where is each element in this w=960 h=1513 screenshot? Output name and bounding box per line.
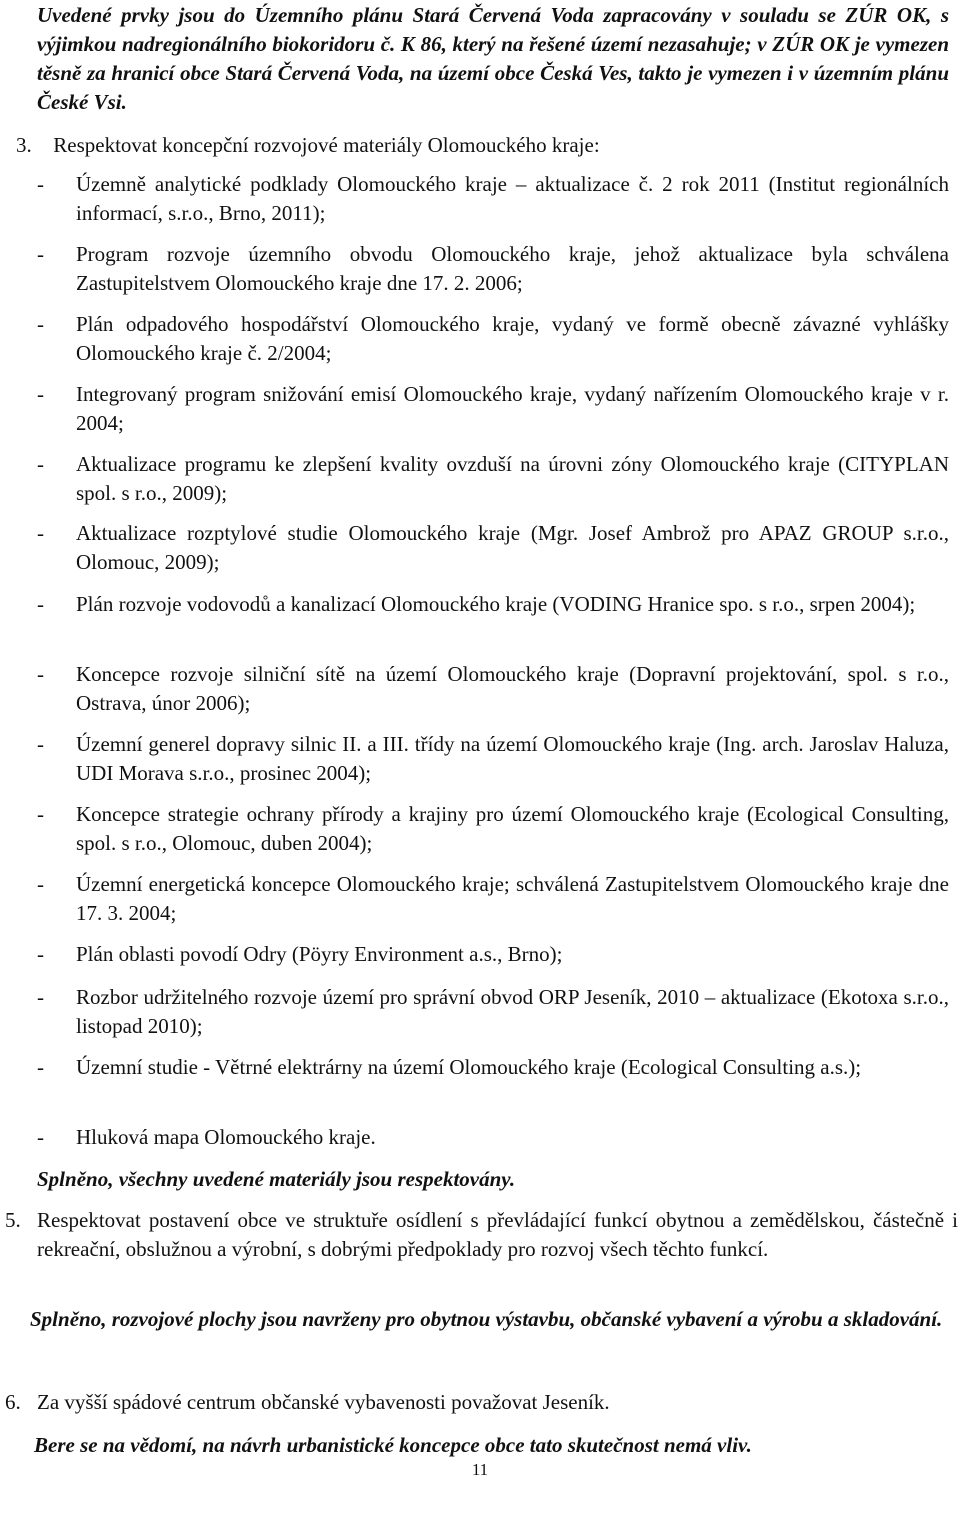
list-item-text: Hluková mapa Olomouckého kraje. — [76, 1125, 376, 1149]
list-item-text: Koncepce rozvoje silniční sítě na území Olomouckého kraje (Dopravní projektování, spol. s r.o., Ostrava, únor 2006); — [76, 662, 949, 715]
section-5-text: Respektovat postavení obce ve struktuře osídlení s převládající funkcí obytnou a zemědělskou, částečně i rekreační, obslužnou a výrobní, s dobrými předpoklady pro rozvoj všech těchto funkcí. — [37, 1208, 958, 1261]
list-item-text: Aktualizace rozptylové studie Olomouckého kraje (Mgr. Josef Ambrož pro APAZ GROUP s.r.o., Olomouc, 2009); — [76, 521, 949, 574]
list-item-text: Rozbor udržitelného rozvoje území pro správní obvod ORP Jeseník, 2010 – aktualizace (Ekotoxa s.r.o., listopad 2010); — [76, 985, 949, 1038]
list-bullet: - — [37, 382, 44, 406]
list-item-text: Územně analytické podklady Olomouckého kraje – aktualizace č. 2 rok 2011 (Institut regionálních informací, s.r.o., Brno, 2011); — [76, 172, 949, 225]
list-bullet: - — [37, 662, 44, 686]
list-item — [37, 870, 949, 928]
section-6 — [5, 1388, 960, 1417]
list-item — [37, 730, 949, 788]
list-bullet: - — [37, 172, 44, 196]
list-item-text: Aktualizace programu ke zlepšení kvality ovzduší na úrovni zóny Olomouckého kraje (CITYPLAN spol. s r.o., 2009); — [76, 452, 949, 505]
list-item — [37, 660, 949, 718]
list-item-text: Program rozvoje územního obvodu Olomouckého kraje, jehož aktualizace byla schválena Zastupitelstvem Olomouckého kraje dne 17. 2. 2006; — [76, 242, 949, 295]
list-item-text: Plán rozvoje vodovodů a kanalizací Olomouckého kraje (VODING Hranice spo. s r.o., srpen 2004); — [76, 592, 916, 616]
list-item — [37, 800, 949, 858]
list-bullet: - — [37, 872, 44, 896]
list-item-text: Územní studie - Větrné elektrárny na území Olomouckého kraje (Ecological Consulting a.s.); — [76, 1055, 862, 1079]
list-item — [37, 1123, 949, 1152]
list-item — [37, 940, 949, 969]
page-number: 11 — [471, 1460, 489, 1479]
list-item — [37, 983, 949, 1041]
section-3-number: 3. — [16, 133, 32, 157]
list-item — [37, 380, 949, 438]
list-item-text: Územní energetická koncepce Olomouckého kraje; schválená Zastupitelstvem Olomouckého kraje dne 17. 3. 2004; — [76, 872, 949, 925]
list-bullet: - — [37, 942, 44, 966]
section-3-heading-text: Respektovat koncepční rozvojové materiály Olomouckého kraje: — [53, 133, 600, 157]
list-item — [37, 240, 949, 298]
list-item — [37, 310, 949, 368]
section-5-verdict: Splněno, rozvojové plochy jsou navrženy pro obytnou výstavbu, občanské vybavení a výrobu a skladování. — [30, 1307, 943, 1331]
section-6-number: 6. — [5, 1390, 21, 1414]
list-bullet: - — [37, 1125, 44, 1149]
section-6-text: Za vyšší spádové centrum občanské vybavenosti považovat Jeseník. — [37, 1390, 610, 1414]
intro-paragraph: Uvedené prvky jsou do Územního plánu Stará Červená Voda zapracovány v souladu se ZÚR OK, s výjimkou nadregionálního biokoridoru č. K 86, který na řešené území nezasahuje; v ZÚR OK je vymezen těsně za hranicí obce Stará Červená Voda, na území obce Česká Ves, takto je vymezen i v územním plánu České Vsi. — [37, 3, 949, 114]
list-bullet: - — [37, 242, 44, 266]
list-bullet: - — [37, 521, 44, 545]
section-3-verdict: Splněno, všechny uvedené materiály jsou respektovány. — [37, 1167, 516, 1191]
list-bullet: - — [37, 985, 44, 1009]
list-item-text: Koncepce strategie ochrany přírody a krajiny pro území Olomouckého kraje (Ecological Consulting, spol. s r.o., Olomouc, duben 2004); — [76, 802, 949, 855]
section-3-heading — [16, 131, 946, 160]
list-bullet: - — [37, 452, 44, 476]
list-item — [37, 1053, 949, 1082]
list-bullet: - — [37, 312, 44, 336]
list-item — [37, 519, 949, 577]
list-item — [37, 590, 949, 619]
list-item-text: Plán oblasti povodí Odry (Pöyry Environment a.s., Brno); — [76, 942, 563, 966]
section-6-verdict: Bere se na vědomí, na návrh urbanistické koncepce obce tato skutečnost nemá vliv. — [34, 1433, 752, 1457]
list-item-text: Integrovaný program snižování emisí Olomouckého kraje, vydaný nařízením Olomouckého kraje v r. 2004; — [76, 382, 949, 435]
list-item — [37, 450, 949, 508]
list-item-text: Plán odpadového hospodářství Olomouckého kraje, vydaný ve formě obecně závazné vyhlášky Olomouckého kraje č. 2/2004; — [76, 312, 949, 365]
list-item-text: Územní generel dopravy silnic II. a III. třídy na území Olomouckého kraje (Ing. arch. Jaroslav Haluza, UDI Morava s.r.o., prosinec 2004); — [76, 732, 949, 785]
section-5-number: 5. — [5, 1208, 21, 1232]
list-item — [37, 170, 949, 228]
list-bullet: - — [37, 1055, 44, 1079]
list-bullet: - — [37, 802, 44, 826]
section-5 — [5, 1206, 960, 1264]
list-bullet: - — [37, 732, 44, 756]
list-bullet: - — [37, 592, 44, 616]
